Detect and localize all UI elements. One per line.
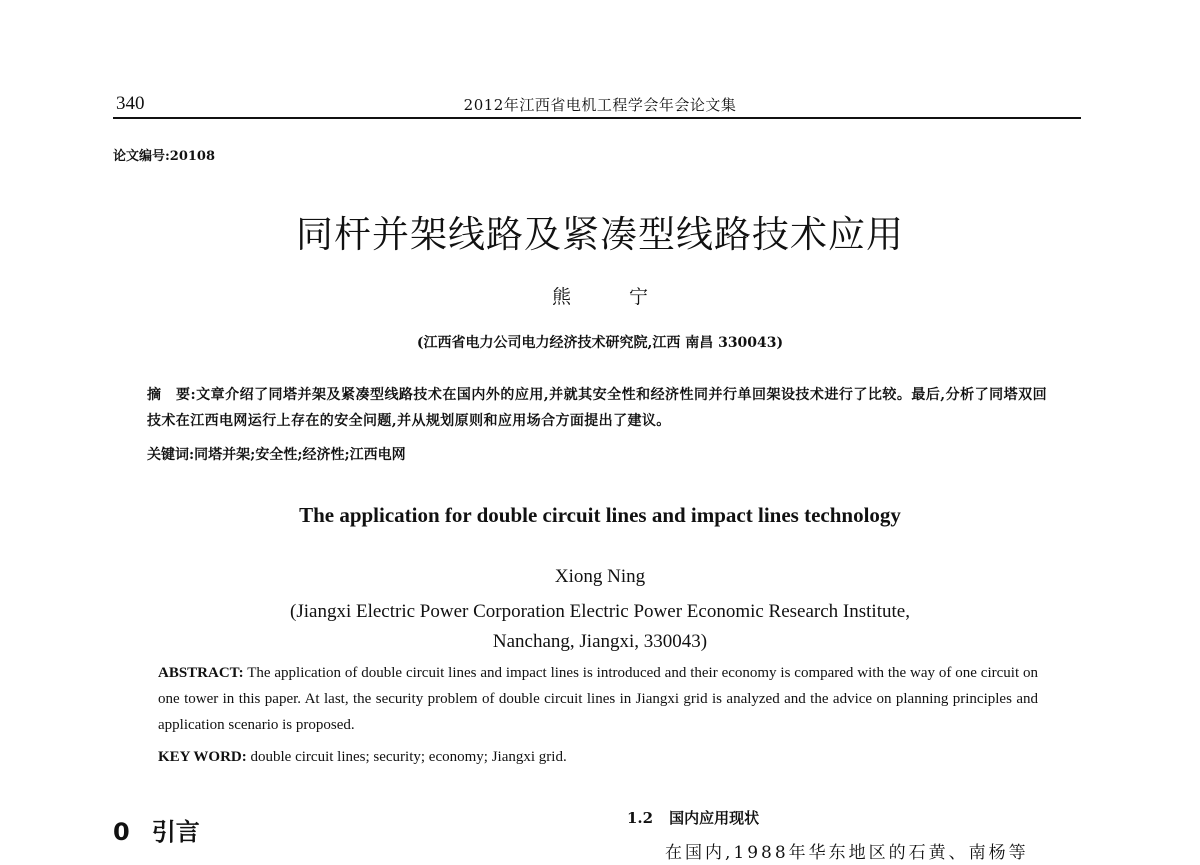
affiliation-en [0, 597, 1200, 657]
abstract-cn-text: 文章介绍了同塔并架及紧凑型线路技术在国内外的应用,并就其安全性和经济性同并行单回架设技术进行了比较。最后,分析了同塔双回技术在江西电网运行上存在的安全问题,并从规划原则和应用场合方面提出了建议。 [147, 387, 1047, 429]
paper-title-en: The application for double circuit lines and impact lines technology [299, 503, 901, 527]
running-header-title: 2012年江西省电机工程学会年会论文集 [463, 96, 737, 114]
section-0-title: 引言 [151, 818, 200, 846]
keywords-cn [147, 444, 406, 464]
keywords-en-text: double circuit lines; security; economy; Jiangxi grid. [250, 749, 567, 765]
page-number: 340 [116, 93, 145, 114]
abstract-en-text: The application of double circuit lines and impact lines is introduced and their economy is compared with the way of one circuit on one tower in this paper. At last, the security problem of double circuit lines in Jiangxi grid is analyzed and the advice on planning principles and application scenario is proposed. [158, 665, 1038, 733]
abstract-cn [147, 382, 1047, 434]
affiliation-en-line1: (Jiangxi Electric Power Corporation Electric Power Economic Research Institute, [290, 601, 910, 622]
abstract-en-label: ABSTRACT: [158, 665, 244, 681]
section-0-number: 0 [113, 818, 130, 846]
section-1-2-heading [627, 807, 759, 828]
keywords-en [158, 749, 567, 766]
paper-title-cn: 同杆并架线路及紧凑型线路技术应用 [296, 213, 904, 256]
abstract-en [158, 660, 1038, 738]
author-en: Xiong Ning [554, 566, 646, 587]
paper-id: 论文编号:20108 [113, 149, 216, 164]
keywords-cn-text: 同塔并架;安全性;经济性;江西电网 [194, 447, 406, 463]
section-1-2-first-line: 在国内,1988年华东地区的石黄、南杨等 [665, 843, 1029, 863]
section-1-2-title: 国内应用现状 [669, 809, 760, 827]
section-1-2-number: 1.2 [627, 809, 654, 827]
keywords-cn-label: 关键词: [147, 447, 195, 463]
section-0-heading [113, 812, 200, 847]
author-cn: 熊 宁 [551, 286, 675, 308]
keywords-en-label: KEY WORD: [158, 749, 247, 765]
header-rule [113, 117, 1081, 119]
abstract-cn-label: 摘 要: [147, 387, 197, 403]
affiliation-en-line2: Nanchang, Jiangxi, 330043) [492, 631, 708, 652]
affiliation-cn: (江西省电力公司电力经济技术研究院,江西 南昌 330043) [416, 335, 784, 351]
